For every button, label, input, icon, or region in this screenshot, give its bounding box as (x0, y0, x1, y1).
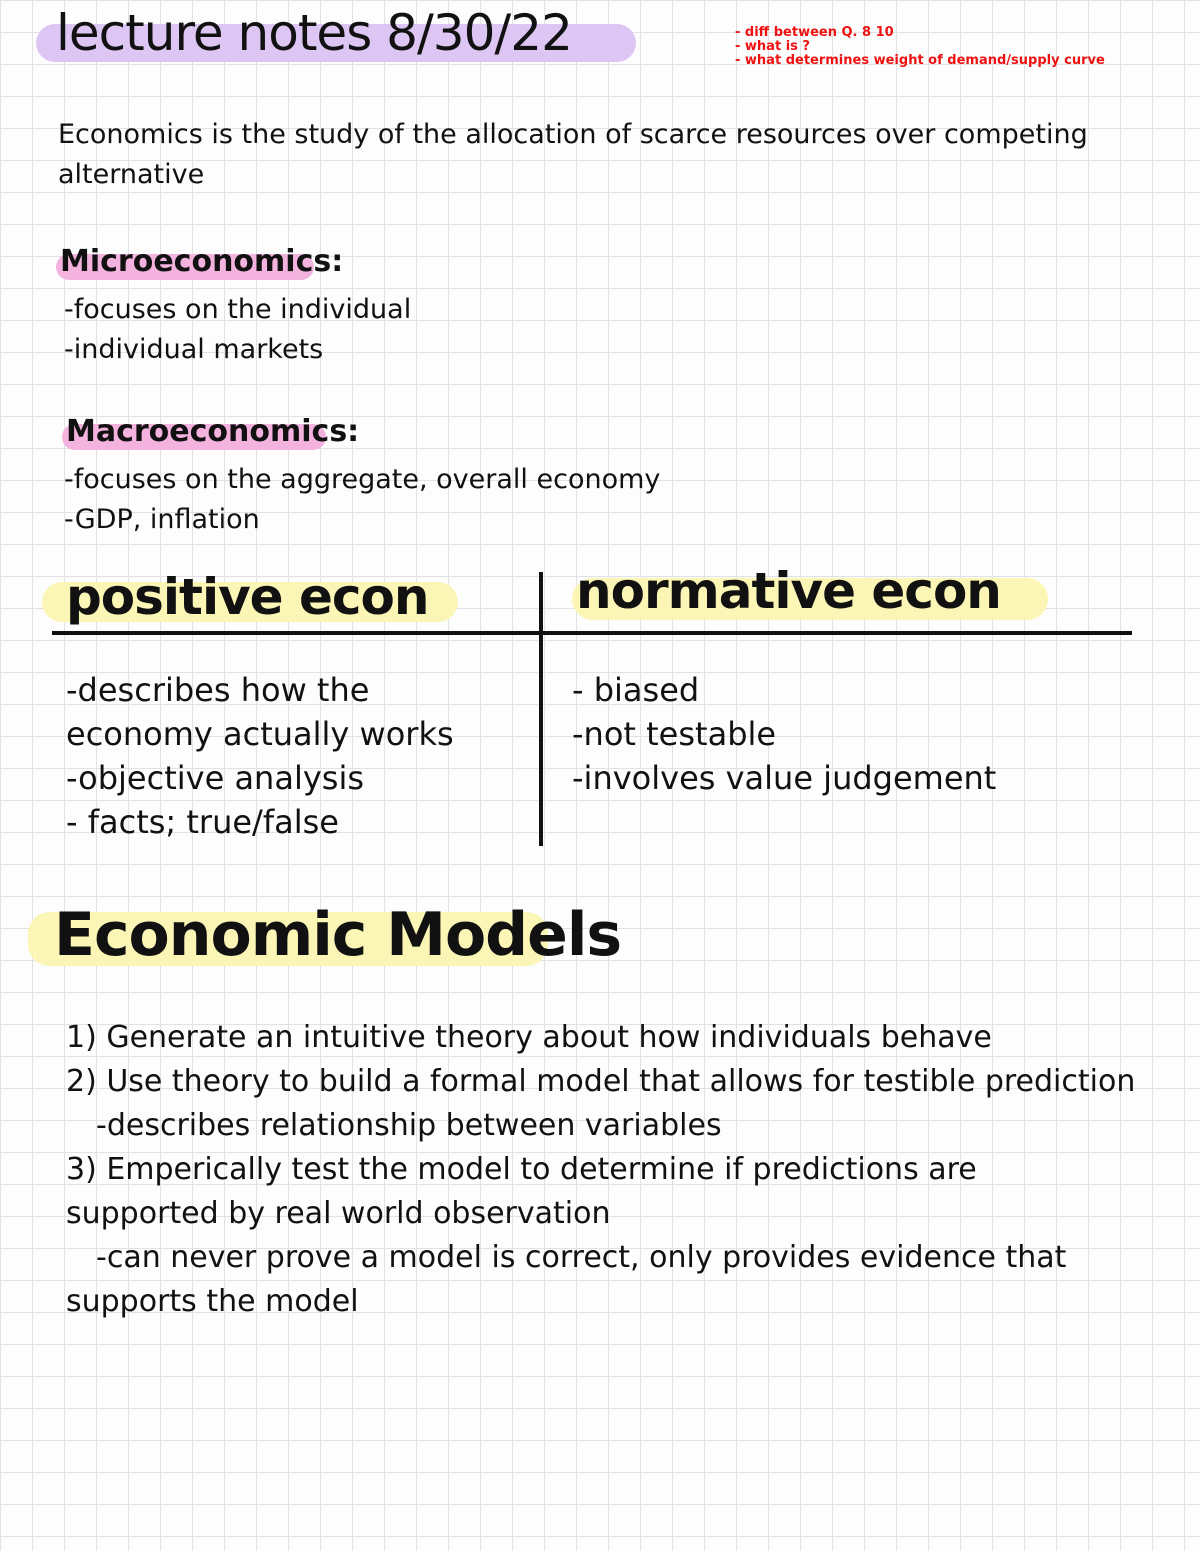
t-chart-vertical-divider (539, 572, 543, 846)
list-item: -describes how the (66, 671, 370, 709)
side-note: - diff between Q. 8 10 (735, 25, 894, 40)
macro-heading: Macroeconomics: (66, 414, 360, 449)
list-item: -involves value judgement (572, 759, 997, 797)
step-item: supports the model (66, 1284, 359, 1319)
economics-definition (58, 115, 1088, 195)
models-steps (66, 1016, 1135, 1324)
step-sub-item: -can never prove a model is correct, only provides evidence that (96, 1240, 1067, 1275)
step-item: supported by real world observation (66, 1196, 611, 1231)
side-note: - what determines weight of demand/supply curve (735, 53, 1105, 68)
definition-line: alternative (58, 159, 205, 190)
normative-list (572, 668, 996, 800)
list-item: - biased (572, 671, 700, 709)
page-title: lecture notes 8/30/22 (56, 4, 572, 62)
positive-list (66, 668, 454, 844)
models-heading: Economic Models (54, 900, 622, 970)
side-notes (735, 26, 1105, 68)
list-item: -objective analysis (66, 759, 364, 797)
step-item: 3) Emperically test the model to determine if predictions are (66, 1152, 977, 1187)
list-item: economy actually works (66, 715, 454, 753)
list-item: -focuses on the individual (64, 294, 412, 325)
macro-list (64, 460, 660, 540)
micro-list (64, 290, 411, 370)
definition-line: Economics is the study of the allocation of scarce resources over competing (58, 119, 1088, 150)
list-item: -GDP, inflation (64, 504, 260, 535)
step-item: 1) Generate an intuitive theory about how individuals behave (66, 1020, 992, 1055)
list-item: - facts; true/false (66, 803, 339, 841)
t-chart-horizontal-divider (52, 631, 1132, 635)
list-item: -individual markets (64, 334, 324, 365)
list-item: -not testable (572, 715, 777, 753)
step-item: 2) Use theory to build a formal model that allows for testible prediction (66, 1064, 1136, 1099)
step-sub-item: -describes relationship between variables (96, 1108, 722, 1143)
side-note: - what is ? (735, 39, 810, 54)
positive-heading: positive econ (66, 568, 429, 626)
list-item: -focuses on the aggregate, overall economy (64, 464, 661, 495)
micro-heading: Microeconomics: (60, 244, 344, 279)
normative-heading: normative econ (576, 562, 1001, 620)
